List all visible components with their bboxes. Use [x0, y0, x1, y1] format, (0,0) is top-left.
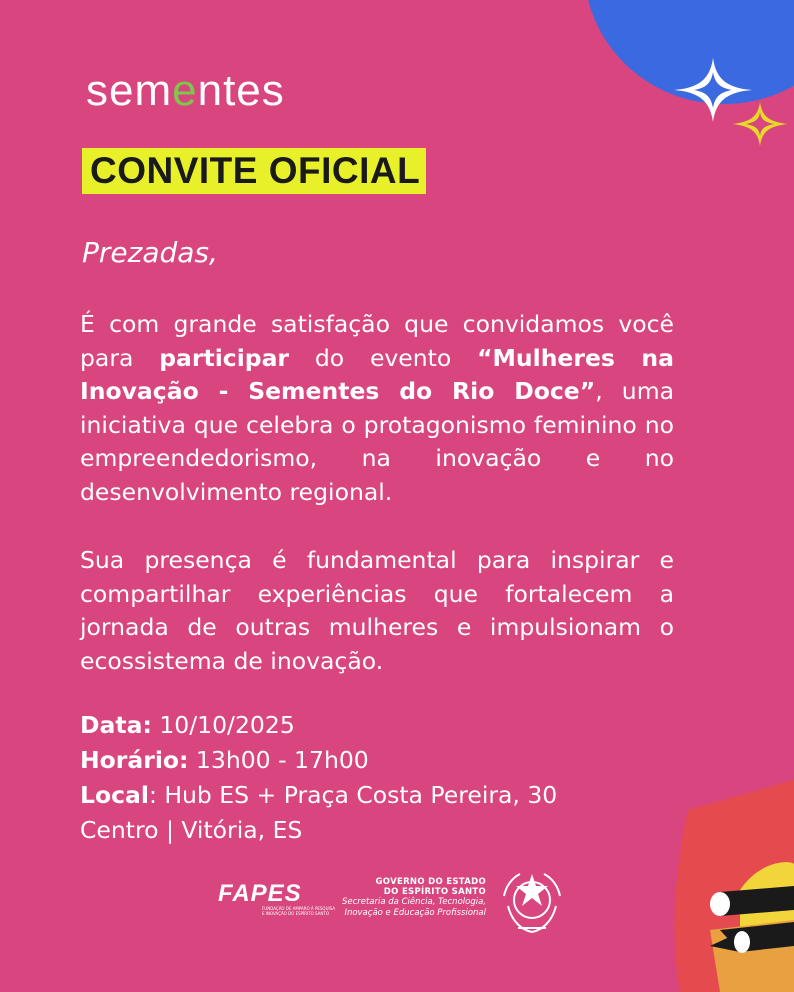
gov-line-1: GOVERNO DO ESTADO: [375, 877, 486, 887]
date-label: Data:: [80, 711, 152, 739]
sementes-logo: [86, 66, 285, 116]
date-line: [80, 708, 557, 743]
fapes-wordmark: FAPES: [218, 880, 302, 907]
paragraph-invitation: [80, 308, 674, 510]
fapes-logo: [218, 880, 336, 916]
logo-text-prefix: sem: [86, 66, 173, 115]
gov-line-2: DO ESPÍRITO SANTO: [383, 887, 486, 897]
time-line: [80, 743, 557, 778]
date-value: 10/10/2025: [151, 711, 295, 739]
p1-text-c: do evento: [289, 343, 478, 372]
decorative-pencils-graphic: [670, 780, 794, 992]
event-details: [80, 708, 557, 848]
state-crest-icon: [498, 866, 566, 938]
government-text: [340, 877, 486, 919]
paragraph-presence: Sua presença é fundamental para inspirar e compartilhar experiências que fortalecem a jornada de outras mulheres e impulsionam o ecossistema de inovação.: [80, 546, 674, 675]
p1-emphasis-participar: participar: [159, 343, 290, 372]
local-line-2: Centro | Vitória, ES: [80, 816, 303, 844]
local-label: Local: [80, 781, 149, 809]
time-label: Horário:: [80, 746, 189, 774]
greeting: Prezadas,: [82, 236, 218, 269]
p1-text-e: , uma iniciativa que celebra o protagonismo feminino no empreendedorismo, na inovação e no desenvolvimento regional.: [80, 377, 674, 506]
logo-text-suffix: ntes: [197, 66, 285, 115]
local-value: : Hub ES + Praça Costa Pereira, 30: [148, 781, 558, 809]
sparkle-yellow-icon: [732, 102, 788, 146]
p1-text-a: É com grande satisfação que convidamos você para: [80, 310, 674, 372]
secretariat-line-1: Secretaria da Ciência, Tecnologia,: [341, 897, 486, 907]
secretariat-line-2: Inovação e Educação Profissional: [344, 908, 486, 918]
fapes-subtitle-2: E INOVAÇÃO DO ESPÍRITO SANTO: [262, 911, 329, 916]
logo-leaf-letter: e: [172, 66, 198, 115]
local-line: [80, 778, 557, 813]
official-invite-badge: CONVITE OFICIAL: [82, 148, 426, 194]
fapes-subtitle-1: FUNDAÇÃO DE AMPARO À PESQUISA: [262, 906, 336, 911]
p1-event-name: “Mulheres na Inovação - Sementes do Rio Doce”: [80, 343, 674, 406]
time-value: 13h00 - 17h00: [188, 746, 369, 774]
fapes-subtitle: [262, 906, 335, 916]
